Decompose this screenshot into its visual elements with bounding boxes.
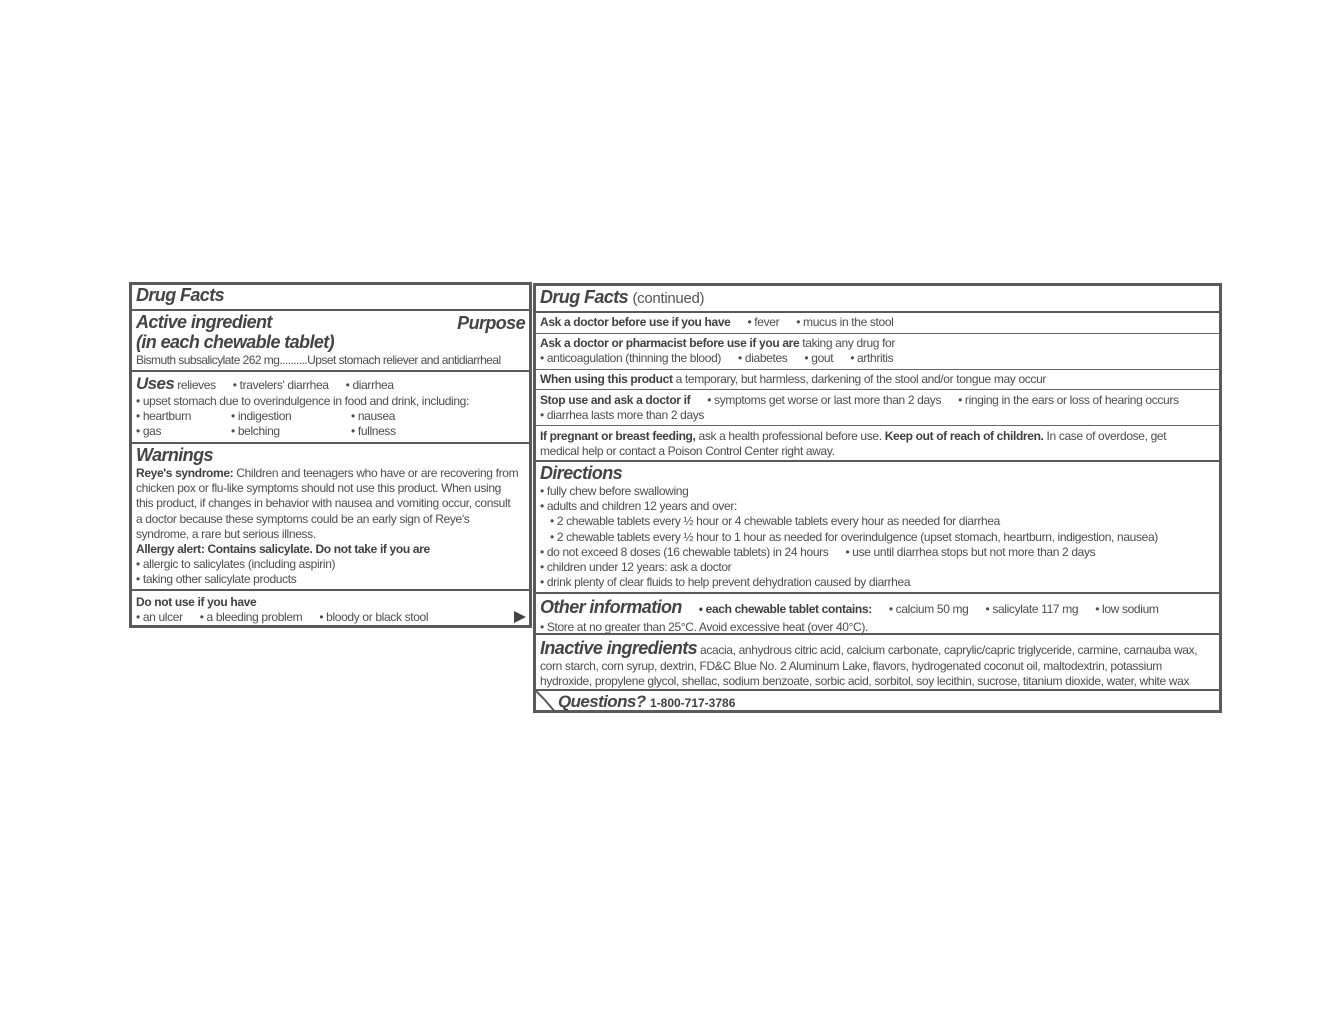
warnings-section xyxy=(132,444,529,591)
warnings-heading: Warnings xyxy=(136,445,213,465)
directions-section xyxy=(536,462,1219,594)
when-using-section xyxy=(536,370,1219,390)
active-ingredient-subheading: (in each chewable tablet) xyxy=(136,332,335,352)
uses-item-travelers: • travelers' diarrhea xyxy=(232,378,329,392)
ask-doctor-mucus: • mucus in the stool xyxy=(796,315,894,329)
keep-out-of-reach: Keep out of reach of children. xyxy=(884,429,1044,443)
ask-doctor-section xyxy=(536,313,1219,334)
ask-pharmacist-arthritis: • arthritis xyxy=(850,351,894,366)
ask-pharmacist-gout: • gout xyxy=(804,351,834,366)
directions-line-7: • drink plenty of clear fluids to help prevent dehydration caused by diarrhea xyxy=(540,575,911,590)
active-ingredient-section xyxy=(132,311,529,372)
reye-label: Reye's syndrome: xyxy=(136,466,234,480)
directions-line-2: • adults and children 12 years and over: xyxy=(540,499,737,514)
uses-item-diarrhea: • diarrhea xyxy=(345,378,394,392)
directions-line-4: • 2 chewable tablets every ½ hour to 1 hour as needed for overindulgence (upset stomach, heartburn, indigestion, nausea) xyxy=(550,529,1158,544)
drug-facts-title-section xyxy=(132,285,529,311)
uses-fullness: • fullness xyxy=(351,424,396,439)
continue-arrow-icon xyxy=(514,611,526,623)
uses-heartburn: • heartburn xyxy=(136,409,192,424)
do-not-use-bleeding: • a bleeding problem xyxy=(199,610,303,625)
ask-pharmacist-rest: taking any drug for xyxy=(802,336,896,350)
questions-heading: Questions? xyxy=(558,692,646,711)
questions-phone: 1-800-717-3786 xyxy=(649,696,736,710)
directions-line-5a: • do not exceed 8 doses (16 chewable tablets) in 24 hours xyxy=(540,544,829,559)
directions-line-1: • fully chew before swallowing xyxy=(540,484,689,498)
purpose-heading: Purpose xyxy=(457,313,525,333)
directions-line-3: • 2 chewable tablets every ½ hour or 4 chewable tablets every hour as needed for diarrhea xyxy=(550,514,1001,529)
uses-nausea: • nausea xyxy=(351,409,396,424)
questions-section xyxy=(536,691,1219,715)
allergy-item-1: • allergic to salicylates (including aspirin) xyxy=(136,557,336,572)
when-using-text: a temporary, but harmless, darkening of the stool and/or tongue may occur xyxy=(675,372,1047,386)
uses-heading: Uses xyxy=(136,374,175,393)
allergy-item-2: • taking other salicylate products xyxy=(136,572,297,587)
uses-belching: • belching xyxy=(231,424,280,439)
do-not-use-heading: Do not use if you have xyxy=(136,595,257,609)
other-calcium: • calcium 50 mg xyxy=(888,602,969,616)
inactive-line-2: corn starch, corn syrup, dextrin, FD&C Blue No. 2 Aluminum Lake, flavors, hydrogenated coconut oil, maltodextrin, potassium xyxy=(540,659,1162,673)
inactive-line-3: hydroxide, propylene glycol, shellac, sodium benzoate, sorbic acid, sorbitol, soy lecithin, sucrose, titanium dioxide, water, white wax xyxy=(540,674,1190,689)
inactive-ingredients-section xyxy=(536,635,1219,691)
stop-use-item-1: • symptoms get worse or last more than 2 days xyxy=(707,393,942,407)
drug-facts-panel-right xyxy=(533,283,1222,713)
do-not-use-stool: • bloody or black stool xyxy=(319,610,429,625)
uses-section xyxy=(132,372,529,444)
pregnant-text-1: ask a health professional before use. xyxy=(698,429,882,443)
active-ingredient-line: Bismuth subsalicylate 262 mg..........Upset stomach reliever and antidiarrheal xyxy=(136,353,501,367)
reye-text-3: this product, if changes in behavior with nausea and vomiting occur, consult xyxy=(136,496,511,511)
do-not-use-ulcer: • an ulcer xyxy=(136,610,183,625)
pregnant-text-2: In case of overdose, get xyxy=(1046,429,1167,443)
drug-facts-continued-title: Drug Facts xyxy=(540,287,629,307)
directions-line-5b: • use until diarrhea stops but not more than 2 days xyxy=(845,544,1096,559)
ask-pharmacist-diabetes: • diabetes xyxy=(738,351,788,366)
continued-label: (continued) xyxy=(632,290,705,307)
ask-doctor-label: Ask a doctor before use if you have xyxy=(540,315,731,329)
do-not-use-section xyxy=(132,591,529,625)
stop-use-item-3: • diarrhea lasts more than 2 days xyxy=(540,408,705,423)
allergy-alert: Allergy alert: Contains salicylate. Do not take if you are xyxy=(136,542,430,557)
pregnant-label: If pregnant or breast feeding, xyxy=(540,429,696,443)
questions-notch-icon xyxy=(536,691,558,713)
drug-facts-panel-left xyxy=(129,282,532,628)
directions-heading: Directions xyxy=(540,463,623,483)
uses-relieves: relieves xyxy=(177,378,216,392)
stop-use-item-2: • ringing in the ears or loss of hearing occurs xyxy=(958,393,1179,407)
pregnant-section xyxy=(536,426,1219,462)
reye-text-4: a doctor because these symptoms could be an early sign of Reye's xyxy=(136,511,470,526)
reye-text-5: syndrome, a rare but serious illness. xyxy=(136,526,316,541)
ask-pharmacist-section xyxy=(536,334,1219,370)
uses-upset-stomach: • upset stomach due to overindulgence in food and drink, including: xyxy=(136,394,469,408)
inactive-line-1: acacia, anhydrous citric acid, calcium carbonate, caprylic/capric triglyceride, carmine, carnauba wax, xyxy=(700,643,1198,657)
other-information-section xyxy=(536,594,1219,635)
drug-facts-title: Drug Facts xyxy=(136,285,225,305)
other-store: • Store at no greater than 25°C. Avoid excessive heat (over 40°C). xyxy=(540,620,869,634)
reye-text-1: Children and teenagers who have or are recovering from xyxy=(236,466,519,480)
directions-line-6: • children under 12 years: ask a doctor xyxy=(540,560,732,575)
uses-gas: • gas xyxy=(136,424,162,439)
uses-indigestion: • indigestion xyxy=(231,409,292,424)
pregnant-line-2: medical help or contact a Poison Control Center right away. xyxy=(540,444,835,459)
ask-doctor-fever: • fever xyxy=(747,315,780,329)
active-ingredient-heading: Active ingredient xyxy=(136,312,272,332)
reye-text-2: chicken pox or flu-like symptoms should not use this product. When using xyxy=(136,481,501,496)
when-using-label: When using this product xyxy=(540,372,673,386)
drug-facts-continued-title-section xyxy=(536,286,1219,313)
ask-pharmacist-anticoagulation: • anticoagulation (thinning the blood) xyxy=(540,351,722,366)
inactive-ingredients-heading: Inactive ingredients xyxy=(540,638,698,658)
stop-use-label: Stop use and ask a doctor if xyxy=(540,393,691,407)
other-contains: • each chewable tablet contains: xyxy=(698,602,872,616)
other-salicylate: • salicylate 117 mg xyxy=(985,602,1079,616)
other-low-sodium: • low sodium xyxy=(1095,602,1159,616)
other-information-heading: Other information xyxy=(540,597,682,617)
stop-use-section xyxy=(536,390,1219,426)
ask-pharmacist-label: Ask a doctor or pharmacist before use if you are xyxy=(540,336,800,350)
